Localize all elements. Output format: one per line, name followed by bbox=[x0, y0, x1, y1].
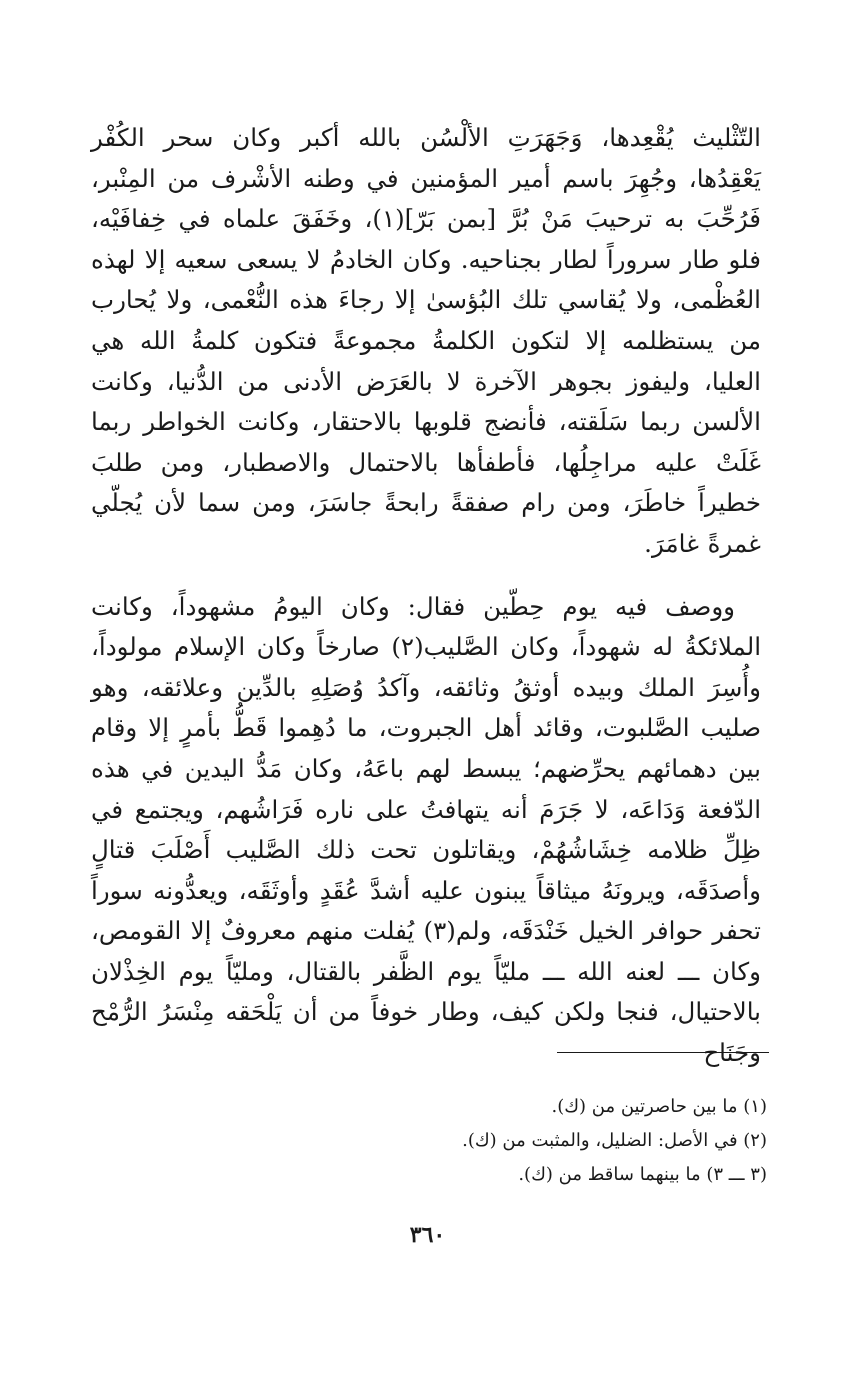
footnotes bbox=[87, 1090, 767, 1192]
footnote-1: (١) ما بين حاصرتين من (ك). bbox=[551, 1096, 767, 1117]
body-paragraph-2: ووصف فيه يوم حِطّين فقال: وكان اليومُ مشهوداً، وكانت الملائكةُ له شهوداً، وكان الصَّليب(٢) صارخاً وكان الإسلام مولوداً، وأُسِرَ الملك وبيده أوثقُ وثائقه، وآكدُ وُصَلِهِ بالدِّين وعلائقه، وهو صليب الصَّلبوت، وقائد أهل الجبروت، ما دُهِموا قَطُّ بأمرٍ إلا وقام بين دهمائهم يحرِّضهم؛ يبسط لهم باعَهُ، وكان مَدُّ اليدين في هذه الدّفعة وَدَاعَه، لا جَرَمَ أنه يتهافتُ على ناره فَرَاشُهم، ويجتمع في ظِلِّ ظلامه خِشَاشُهُمْ، ويقاتلون تحت ذلك الصَّليب أَصْلَبَ قتالٍ وأصدَقَه، ويرونَهُ ميثاقاً يبنون عليه أشدَّ عُقَدٍ وأوثَقَه، ويعدُّونه سوراً تحفر حوافر الخيل خَنْدَقَه، ولم(٣) يُفلت منهم معروفٌ إلا القومص، وكان ـــ لعنه الله ـــ مليّاً يوم الظَّفر بالقتال، ومليّاً يوم الخِذْلان بالاحتيال، فنجا ولكن كيف، وطار خوفاً من أن يَلْحَقه مِنْسَرُ الرُّمْح وجَنَاح bbox=[91, 591, 761, 1068]
footnote-3: (٣ ـــ ٣) ما بينهما ساقط من (ك). bbox=[518, 1164, 767, 1185]
main-text bbox=[91, 118, 761, 1074]
body-paragraph-1: التّثْليث يُقْعِدها، وَجَهَرَتِ الألْسُن بالله أكبر وكان سحر الكُفْر يَعْقِدُها، وجُهِرَ باسم أمير المؤمنين في وطنه الأشْرف من المِنْبر، فَرُحِّبَ به ترحيبَ مَنْ بُرَّ [بمن بَرّ](١)، وخَفَقَ علماه في خِفافَيْه، فلو طار سروراً لطار بجناحيه. وكان الخادمُ لا يسعى سعيه إلا لهذه العُظْمى، ولا يُقاسي تلك البُؤسىٰ إلا رجاءَ هذه النُّعْمى، ولا يُحارب من يستظلمه إلا لتكون الكلمةُ مجموعةً فتكون كلمةُ الله هي العليا، وليفوز بجوهر الآخرة لا بالعَرَض الأدنى من الدُّنيا، وكانت الألسن ربما سَلَقته، فأنضج قلوبها بالاحتقار، وكانت الخواطر ربما غَلَتْ عليه مراجِلُها، فأطفأها بالاحتمال والاصطبار، ومن طلبَ خطيراً خاطَرَ، ومن رام صفقةً رابحةً جاسَرَ، ومن سما لأن يُجلّي غمرةً غامَرَ. bbox=[91, 123, 761, 558]
footnote-2: (٢) في الأصل: الضليل، والمثبت من (ك). bbox=[462, 1130, 767, 1151]
page-number: ٣٦٠ bbox=[409, 1222, 446, 1248]
footnote-separator bbox=[557, 1052, 769, 1053]
